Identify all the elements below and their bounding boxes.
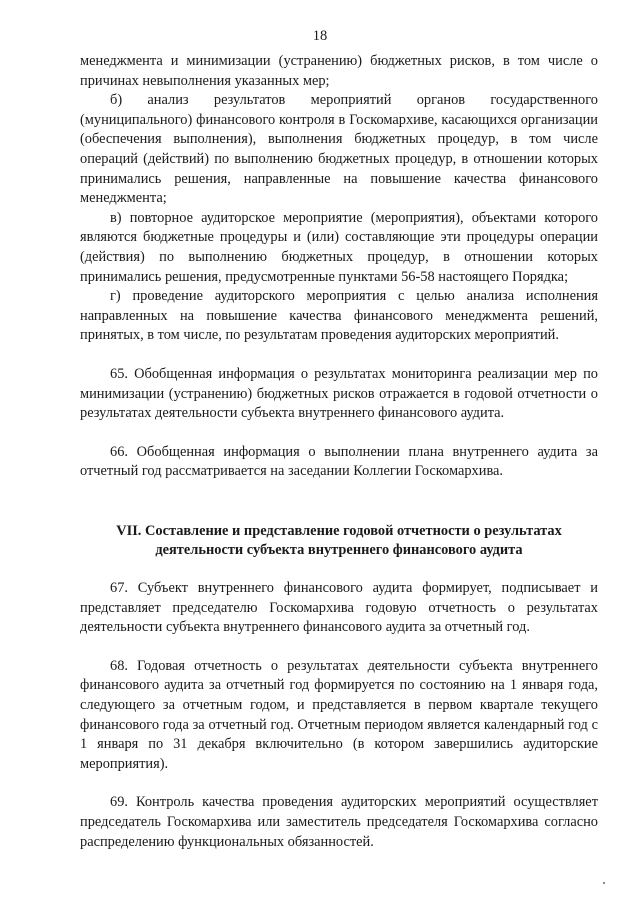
paragraph-67: 67. Субъект внутреннего финансового аудита формирует, подписывает и представляет председателю Госкомархива годовую отчетность о результатах деятельности субъекта внутреннего финансового аудита за отчетный год. xyxy=(80,580,598,636)
scan-speck xyxy=(603,882,605,884)
section-heading-vii: VII. Составление и представление годовой отчетности о результатах деятельности субъекта внутреннего финансового аудита xyxy=(116,522,562,559)
paragraph-66: 66. Обобщенная информация о выполнении плана внутреннего аудита за отчетный год рассматривается на заседании Коллегии Госкомархива. xyxy=(80,443,598,480)
document-body xyxy=(80,52,598,852)
paragraph-continuation: менеджмента и минимизации (устранению) бюджетных рисков, в том числе о причинах невыполнения указанных мер; xyxy=(80,53,598,89)
paragraph-68: 68. Годовая отчетность о результатах деятельности субъекта внутреннего финансового аудита за отчетный год формируется по состоянию на 1 января года, следующего за отчетным годом, и представляется в первом квартале текущего финансового года за отчетный год. Отчетным периодом является календарный год с 1 января по 31 декабря включительно (в котором завершились аудиторские мероприятия). xyxy=(80,657,598,772)
paragraph-65: 65. Обобщенная информация о результатах мониторинга реализации мер по минимизации (устранению) бюджетных рисков отражается в годовой отчетности о результатах деятельности субъекта внутреннего финансового аудита. xyxy=(80,365,598,422)
page-number: 18 xyxy=(312,28,328,44)
paragraph-item-g: г) проведение аудиторского мероприятия с целью анализа исполнения направленных на повышение качества финансового менеджмента решений, принятых, в том числе, по результатам проведения аудиторских мероприятий. xyxy=(80,288,598,344)
paragraph-69: 69. Контроль качества проведения аудиторских мероприятий осуществляет председатель Госкомархива или заместитель председателя Госкомархива согласно распределению функциональных обязанностей. xyxy=(80,794,598,850)
paragraph-item-v: в) повторное аудиторское мероприятие (мероприятия), объектами которого являются бюджетные процедуры и (или) составляющие эти процедуры операции (действия) по выполнению бюджетных процедур, в отношении которых принимались решения, предусмотренные пунктами 56-58 настоящего Порядка; xyxy=(80,209,598,285)
paragraph-item-b: б) анализ результатов мероприятий органов государственного (муниципального) финансового контроля в Госкомархиве, касающихся организации (обеспечения выполнения), выполнения бюджетных процедур, в том числе операций (действий) по выполнению бюджетных процедур, в отношении которых принимались решения, направленные на повышение качества финансового менеджмента; xyxy=(80,92,598,207)
